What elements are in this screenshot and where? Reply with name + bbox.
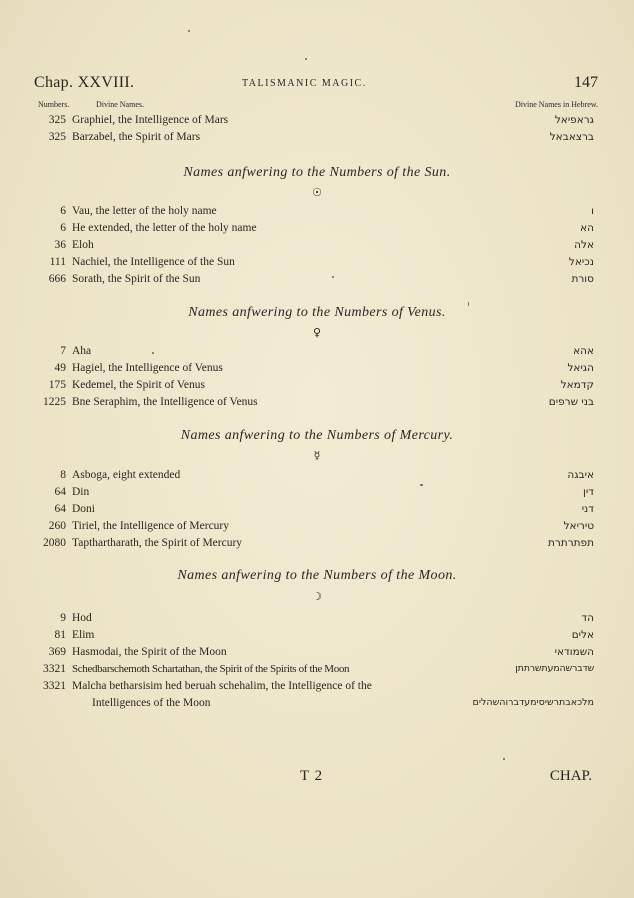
table-row (0, 343, 634, 359)
table-row (0, 501, 634, 517)
row-hebrew: דין (583, 486, 594, 498)
row-number: 36 (54, 239, 66, 251)
row-number: 6 (60, 222, 66, 234)
table-row (0, 237, 634, 253)
table-row (0, 203, 634, 219)
row-number: 9 (60, 612, 66, 624)
row-hebrew: הא (580, 222, 594, 234)
table-row (0, 377, 634, 393)
row-number: 325 (48, 131, 66, 143)
table-row (0, 535, 634, 551)
row-hebrew: סורת (571, 273, 594, 285)
table-row (0, 695, 634, 711)
row-number: 64 (54, 486, 66, 498)
table-row (0, 627, 634, 643)
row-name: Hasmodai, the Spirit of the Moon (72, 646, 227, 658)
row-number: 369 (48, 646, 66, 658)
row-name: Malcha betharsisim hed beruah schehalim, the Intelligence of the (72, 680, 372, 692)
row-hebrew: הד (581, 612, 594, 624)
row-hebrew: שדברשהמעתשרתתן (515, 663, 594, 674)
row-hebrew: דני (581, 503, 594, 515)
table-row (0, 484, 634, 500)
row-number: 7 (60, 345, 66, 357)
row-name: Doni (72, 503, 95, 515)
row-hebrew: קדמאל (560, 379, 594, 391)
row-name: Kedemel, the Spirit of Venus (72, 379, 205, 391)
row-number: 666 (48, 273, 66, 285)
row-name: Elim (72, 629, 95, 641)
row-number: 8 (60, 469, 66, 481)
venus-symbol-icon: ♀ (312, 326, 322, 339)
row-hebrew: טיריאל (563, 520, 594, 532)
row-number: 49 (54, 362, 66, 374)
row-number: 175 (48, 379, 66, 391)
table-row (0, 610, 634, 626)
table-row (0, 254, 634, 270)
table-row (0, 129, 634, 145)
section-title-moon: Names anfwering to the Numbers of the Moon. (177, 568, 457, 583)
table-row (0, 518, 634, 534)
row-hebrew: השמודאי (554, 646, 594, 658)
row-name: Eloh (72, 239, 94, 251)
sun-symbol-icon: ☉ (312, 186, 322, 199)
row-name: Hagiel, the Intelligence of Venus (72, 362, 223, 374)
table-row (0, 644, 634, 660)
row-hebrew: אלה (574, 239, 594, 251)
table-row (0, 220, 634, 236)
row-name: Hod (72, 612, 92, 624)
row-hebrew: איבגה (567, 469, 594, 481)
row-hebrew: מלכאבתרשיסימעדברוהשהלים (472, 697, 594, 708)
row-name: Intelligences of the Moon (92, 697, 211, 709)
row-name: Sorath, the Spirit of the Sun (72, 273, 201, 285)
row-name: Tapthartharath, the Spirit of Mercury (72, 537, 243, 549)
row-name: Barzabel, the Spirit of Mars (72, 131, 201, 143)
table-row (0, 678, 634, 694)
row-number: 1225 (43, 396, 66, 408)
table-row (0, 394, 634, 410)
row-number: 2080 (43, 537, 66, 549)
table-row (0, 661, 634, 677)
row-name: Schedbarschemoth Schartathan, the Spirit of the Spirits of the Moon (72, 663, 350, 675)
row-number: 325 (48, 114, 66, 126)
hebrew-column-header: Divine Names in Hebrew. (514, 100, 598, 109)
divine-names-column-header: Divine Names. (96, 100, 144, 109)
numbers-column-header: Numbers. (38, 100, 70, 109)
row-number: 6 (60, 205, 66, 217)
chapter-label: Chap. XXVIII. (34, 74, 135, 91)
table-row (0, 360, 634, 376)
row-name: Asboga, eight extended (72, 469, 181, 481)
catchword: CHAP. (549, 768, 592, 784)
row-name: Vau, the letter of the holy name (72, 205, 217, 217)
section-title-sun: Names anfwering to the Numbers of the Sun. (183, 165, 451, 180)
row-number: 81 (54, 629, 66, 641)
row-hebrew: אהא (573, 345, 594, 357)
row-number: 64 (54, 503, 66, 515)
row-hebrew: ברצאבאל (549, 131, 594, 143)
table-row (0, 271, 634, 287)
mercury-symbol-icon: ☿ (313, 449, 321, 462)
row-number: 3321 (43, 663, 66, 675)
row-name: Nachiel, the Intelligence of the Sun (72, 256, 235, 268)
row-name: Tiriel, the Intelligence of Mercury (72, 520, 230, 532)
row-hebrew: ו (591, 205, 594, 217)
row-hebrew: הגיאל (567, 362, 594, 374)
row-hebrew: גראפיאל (554, 114, 594, 126)
running-title: TALISMANIC MAGIC. (242, 78, 367, 89)
section-title-venus: Names anfwering to the Numbers of Venus. (188, 305, 446, 320)
row-name: Din (72, 486, 90, 498)
signature-mark: T 2 (300, 768, 324, 784)
page-number: 147 (574, 74, 598, 91)
row-hebrew: בני שרפים (548, 396, 594, 408)
column-headers (38, 100, 598, 112)
table-row (0, 112, 634, 128)
row-name: Bne Seraphim, the Intelligence of Venus (72, 396, 258, 408)
row-number: 260 (48, 520, 66, 532)
row-name: Aha (72, 345, 92, 357)
row-number: 3321 (43, 680, 66, 692)
moon-symbol-icon: ☽ (312, 590, 322, 603)
row-name: He extended, the letter of the holy name (72, 222, 257, 234)
row-hebrew: נכיאל (568, 256, 594, 268)
row-number: 111 (49, 256, 66, 268)
row-name: Graphiel, the Intelligence of Mars (72, 114, 229, 126)
page-header (34, 74, 598, 96)
table-row (0, 467, 634, 483)
row-hebrew: אלים (571, 629, 594, 641)
row-hebrew: תפתרתרת (547, 537, 594, 549)
section-title-mercury: Names anfwering to the Numbers of Mercury. (180, 428, 454, 443)
